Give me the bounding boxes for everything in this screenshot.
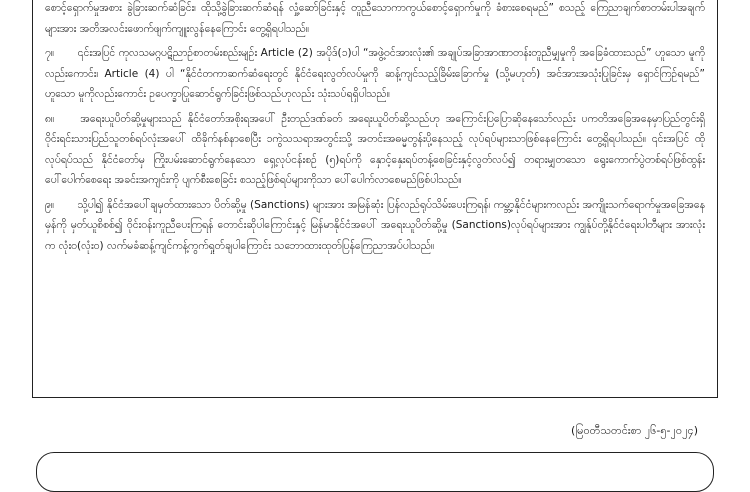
paragraph-6-continued <box>45 0 705 39</box>
paragraph-8 <box>45 109 705 191</box>
paragraph-number: ၉။ <box>45 198 55 211</box>
paragraph-number: ၇။ <box>45 47 55 59</box>
paragraph-9 <box>45 195 705 257</box>
paragraph-text: စောင့်ရှောက်မှုအစား ခွဲခြားဆက်ဆံခြင်း၊ ထိုသို့ခွဲခြားဆက်ဆံရန် လှုံ့ဆော်ခြင်းနှင့် တူညီသောကာကွယ်စောင့်ရှောက်မှုကို ခံစားစေရမည်” စသည့် ကြေညာချက်စာတမ်းပါအချက်များအား အတိအလင်းဖောက်ဖျက်ကျူးလွန်နေကြောင်း တွေ့ရှိရပါသည်။ <box>45 2 705 35</box>
source-date: (မြဝတီသတင်းစာ ၂၆-၅-၂၀၂၄) <box>571 424 698 437</box>
paragraph-number: ၈။ <box>45 112 55 125</box>
next-article-box <box>36 452 714 492</box>
paragraph-text: အရေးယူပိတ်ဆို့မှုများသည် နိုင်ငံတော်အစိုးရအပေါ် ဦးတည်ဒဏ်ခတ် အရေးယူပိတ်ဆို့သည်ဟု အကြောင်းပြပြောဆိုနေသော်လည်း ပကတိအခြေအနေမှာပြည်တွင်းရှိ ဝိုင်းရင်းသားပြည်သူတစ်ရပ်လုံးအပေါ် ထိခိုက်နစ်နာစေပြီး ၁ကွဲသသရာအတွင်းသို့ အတင်းအဓမ္မတွန်းပို့နေသည့် လုပ်ရပ်များသာဖြစ်နေကြောင်း တွေ့ရှိရပါသည်။ ၎င်းအပြင် ထိုလုပ်ရပ်သည် နိုင်ငံတော်မှ ကြိုးပမ်းဆောင်ရွက်နေသော ရှေ့လုပ်ငန်းစဉ် (၅)ရပ်ကို နှောင့်နှေးရပ်တန့်စေခြင်းနှင့်လွတ်လပ်၍ တရားမျှတသော ရွေးကောက်ပွဲတစ်ရပ်ဖြစ်ထွန်းပေါ်ပေါက်စေရေး အခင်းအကျင်းကို ပျက်စီးစေခြင်း စသည့်ဖြစ်ရပ်များကိုသာ ပေါ်ပေါက်လာစေမည်ဖြစ်ပါသည်။ <box>45 112 705 186</box>
paragraph-text: ၎င်းအပြင် ကုလသမဂ္ဂပဋိညာဉ်စာတမ်းစည်းမျဉ်း Article (2) အပိုဒ်(၁)ပါ “အဖွဲ့ဝင်အားလုံး၏ အချုပ်အခြာအာဏာတန်းတူညီမျှမှုကို အခြေခံထားသည်” ဟူသော မူကိုလည်းကောင်း၊ Article (4) ပါ “နိုင်ငံတကာဆက်ဆံရေးတွင် နိုင်ငံရေးလွတ်လပ်မှုကို ဆန့်ကျင်သည့်ခြိမ်းခြောက်မှု (သို့မဟုတ်) အင်အားအသုံးပြုခြင်းမှ ရှောင်ကြဉ်ရမည်” ဟူသော မူကိုလည်းကောင်း ဥပေက္ခာပြုဆောင်ရွက်ခြင်းဖြစ်သည်ဟုလည်း သုံးသပ်ရရှိပါသည်။ <box>45 47 706 100</box>
paragraph-7 <box>45 43 705 105</box>
paragraph-text: သို့ပါ၍ နိုင်ငံအပေါ်ချမှတ်ထားသော ပိတ်ဆို့မှု (Sanctions) များအား အမြန်ဆုံး ပြန်လည်ရုပ်သိမ်းပေးကြရန်၊ ကမ္ဘာ့နိုင်ငံများကလည်း အကျိုးသက်ရောက်မှုအခြေအနေမှန်ကို မှတ်ယူစိစစ်၍ ဝိုင်းဝန်းကူညီပေးကြရန် တောင်းဆိုပါကြောင်းနှင့် မြန်မာနိုင်ငံအပေါ် အရေးယူပိတ်ဆို့မှု (Sanctions)လုပ်ရပ်များအား ကျွန်ုပ်တို့နိုင်ငံရေးပါတီများ အားလုံးက လုံး၀(လုံး၀) လက်မခံဆန့်ကျင်ကန့်ကွက်ရှုတ်ချပါကြောင်း သဘောထားထုတ်ပြန်ကြေညာအပ်ပါသည်။ <box>45 198 705 252</box>
statement-frame <box>32 0 718 398</box>
